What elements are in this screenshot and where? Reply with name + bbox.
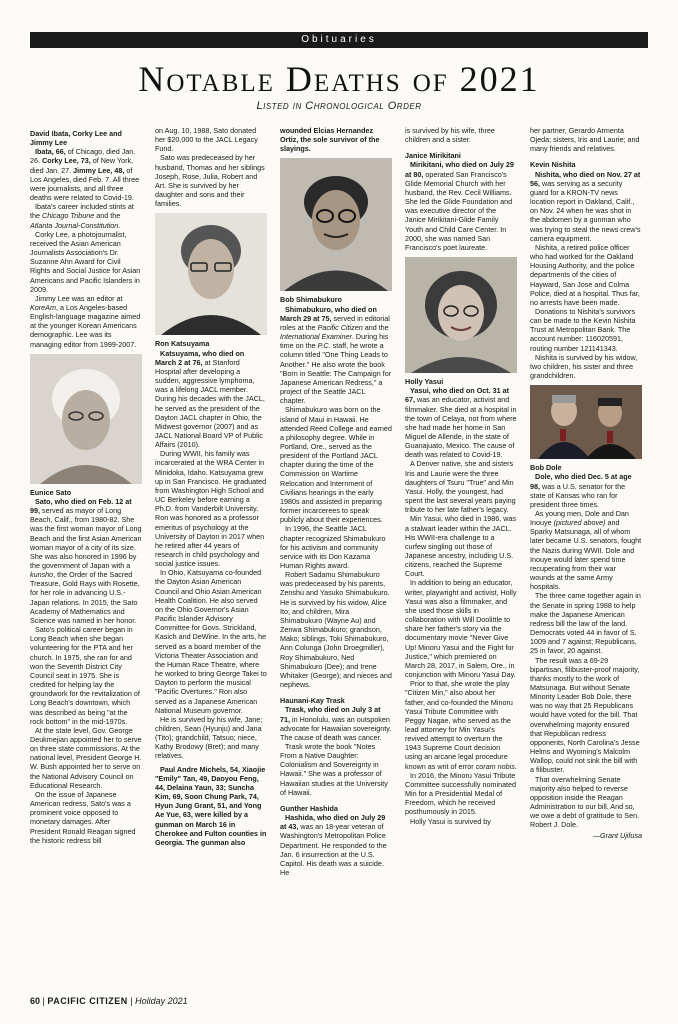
entry-text: A Denver native, she and sisters Iris and Laurie were the three daughters of Tsuru "True" and Min Yasui. Holly, the youngest, had spent the last several years paying tribute to her late father's legacy.: [405, 459, 516, 515]
entry-text: Trask, who died on July 3 at 71, in Honolulu, was an outspoken advocate for Hawaiian sovereignty. The cause of death was cancer.: [280, 705, 392, 742]
entry-text: Holly Yasui is survived by: [410, 816, 491, 826]
entry-text: The result was a 69-29 bipartisan, filibuster-proof majority, thanks mostly to the work of Matsunaga. But without Senate Minority Leader Bob Dole, there was no way that 25 Republicans would have voted for the bill. That overwhelming majority ensured that Republican redress opponents, North Carolina's Jesse Helms and Wyoming's Malcolm Wallop, could not sink the bill with a filibuster.: [530, 655, 640, 775]
entry-text: her partner, Gerardo Armenta Ojeda; sisters, Iris and Laurie; and many friends and relatives.: [530, 126, 640, 154]
column-4: [405, 126, 517, 986]
entry-text: Trask wrote the book "Notes From a Native Daughter: Colonialism and Sovereignty in Hawaii." She was a professor of Hawaiian studies at the University of Hawaii.: [280, 741, 388, 797]
page-title: Notable Deaths of 2021: [138, 59, 540, 99]
entry-text: During WWII, his family was incarcerated at the WRA Center in Minidoka, Idaho. Katsuyama grew up in San Francisco. He graduated from Washington High School and UC Berkeley before earning a Ph.D. from Vanderbilt University. Ron was honored as a professor emeritus of psychology at the University of Dayton in 2017 when he retired after 44 years of research in child psychology and social justice issues.: [155, 449, 267, 569]
entry-name: Gunther Hashida: [280, 803, 338, 813]
entry-text: Jimmy Lee was an editor at KoreAm, a Los Angeles-based English-language magazine aimed at the younger Korean Americans demographic. Lee was its managing editor from 1999-2007.: [30, 293, 141, 349]
entry-text: At the state level, Gov. George Deukmejian appointed her to serve on three state commissions. At the national level, President George H. W. Bush appointed her to serve on the National Advisory Council on Educational Research.: [30, 725, 142, 790]
entry-text: Corky Lee, a photojournalist, received the Asian American Journalists Association's Dr. Suzanne Ahn Award for Civil Rights and Social Justice for Asian Americans and Pacific Islanders in 2009.: [30, 229, 141, 294]
entry-text: Yasui, who died on Oct. 31 at 67, was an educator, activist and filmmaker. She died at a hospital in the town of Celaya, not from where she had made her home in San Miguel de Allende, in the state of Guanajuato, Mexico. The cause of death was related to Covid-19.: [405, 386, 517, 460]
entry-text: Ibata's career included stints at the Chicago Tribune and the Atlanta Journal-Constitution.: [30, 202, 134, 230]
entry-text: In Ohio, Katsuyama co-founded the Dayton Asian American Council and Ohio Asian American Health Coalition. He also served on the Ohio Governor's Asian Pacific Islander Advisory Committee for Govs. Strickland, Kasich and DeWine. In the arts, he served as a board member of the Victoria Theater Association and the Human Race Theatre, where he worked to bring George Takei to Dayton to perform the musical "Pacific Overtures." Ron also served as a Japanese American National Museum governor.: [155, 568, 267, 715]
section-banner: Obituaries: [30, 32, 648, 48]
entry-text: In 1996, the Seattle JACL chapter recognized Shimabukuro for his activism and community service with its Don Kazama Human Rights award.: [280, 524, 386, 570]
column-2: [155, 126, 267, 986]
entry-text: is survived by his wife, three children and a sister.: [405, 126, 495, 145]
photo-dole-and-inouye: [530, 385, 642, 459]
entry-text: That overwhelming Senate majority also helped to reverse opposition inside the Reagan Administration to our bill. And so, we owe a debt of gratitude to Sen. Robert J. Dole.: [530, 774, 640, 830]
entry-text: Robert Sadamu Shimabukuro was predeceased by his parents, Zenshu and Yasuko Shimabukuro. He is survived by his widow, Alice Ito; and children, Mira Shimabukuro (Wayne Au) and Zenwa Shimabukuro; grandson, Mako; siblings, Toki Shimabukuro, Ann Colunga (John Droegmiller), Roy Shimabukuro, Ned Shimabukuro (Dee); and Irene Whitaker (George); and nieces and nephews.: [280, 570, 392, 690]
entry-text: Shimabukuro, who died on March 29 at 75, served in editorial roles at the Pacific Citizen and the International Examiner. During his time on the P.C. staff, he wrote a column titled "One Thing Leads to Another." He also wrote the book "Born in Seattle: The Campaign for Japanese American Redress," a project of the Seattle JACL chapter.: [280, 304, 392, 406]
entry-text: On the issue of Japanese American redress, Sato's was a prominent voice opposed to monetary damages. After President Ronald Reagan signed the historic redress bill: [30, 789, 136, 845]
byline: —Grant Ujifusa: [592, 831, 642, 841]
column-1: [30, 126, 142, 986]
page-footer: 60 | PACIFIC CITIZEN | Holiday 2021: [30, 996, 188, 1006]
entry-text: Min Yasui, who died in 1986, was a stalwart leader within the JACL. His WWII-era challenge to a curfew singling out those of Japanese ancestry, including U.S. citizens, reached the Supreme Court.: [405, 514, 517, 579]
entry-text: In 2016, the Minoru Yasui Tribute Committee successfully nominated Min for a Presidential Medal of Freedom, which he received posthumously in 2015.: [405, 770, 517, 817]
entry-text: Nishita, who died on Nov. 27 at 56, was serving as a security guard for a KRON-TV news location report in Oakland, Calif., on Nov. 24 when he was shot in the abdomen by a gunman who was trying to steal the news crew's camera equipment.: [530, 169, 641, 243]
publication-name: PACIFIC CITIZEN: [47, 996, 128, 1006]
issue-label: Holiday 2021: [135, 996, 188, 1006]
page-subtitle: Listed in Chronological Order: [256, 100, 422, 112]
entry-name: Ron Katsuyama: [155, 339, 210, 349]
entry-text: Prior to that, she wrote the play "Citizen Min," also about her father, and co-founded the Minoru Yasui Tribute Committee with Peggy Nagae, who served as the lead attorney for Min Yasui's revived attempt to overturn the 1943 Supreme Court decision using an arcane legal procedure known as writ of error coram nobis.: [405, 679, 517, 771]
entry-name: David Ibata, Corky Lee and Jimmy Lee: [30, 129, 122, 148]
entry-text: Dole, who died Dec. 5 at age 98, was a U.S. senator for the state of Kansas who ran for president three times.: [530, 472, 632, 509]
entry-text: Sato's political career began in Long Beach when she began volunteering for the PTA and her church. In 1975, she ran for and won the Seventh District City Council seat in 1975. She is credited for helping lay the groundwork for the revitalization of Long Beach's downtown, which was described as being "at the rock bottom" in the mid-1970s.: [30, 625, 140, 726]
entry-text: Katsuyama, who died on March 2 at 76, at Stanford Hospital after developing a sudden, aggressive lymphoma, was a lifelong JACL member. During his decades with the JACL, he served as the president of the Dayton JACL chapter in Ohio, the Midwest governor (2007) and as JACL National Board VP of Public Affairs (2010).: [155, 348, 265, 450]
portrait-photo-bob-shimabukuro: [280, 158, 392, 291]
column-3: [280, 126, 392, 986]
entry-name: Eunice Sato: [30, 487, 72, 497]
entry-text: In addition to being an educator, writer, playwright and activist, Holly Yasui was also a filmmaker, and she used those skills in collaboration with Will Doolittle to share her father's story via the documentary movie "Never Give Up! Minoru Yasui and the Fight for Justice," which premiered on March 28, 2017, in Salem, Ore., in conjunction with Minoru Yasui Day.: [405, 578, 517, 680]
entry-name: Haunani-Kay Trask: [280, 696, 345, 706]
portrait-photo-holly-yasui: [405, 257, 517, 373]
entry-text: He is survived by his wife, Jane; children, Sean (Hyunju) and Jana (Tito); grandchild, Tatsuo; niece, Kathy Brodowy (Bret); and many relatives.: [155, 714, 263, 761]
portrait-photo-ron-katsuyama: [155, 213, 267, 335]
entry-text: Shimabukuro was born on the island of Maui in Hawaii. He attended Reed College and earned a philosophy degree. While in Portland, Ore., served as the president of the Portland JACL chapter during the time of the Commission on Wartime Relocation and Internment of Civilians hearings in the early 1980s and assisted in preparing former incarcerees to speak publicly about their experiences.: [280, 405, 392, 525]
entry-name: Kevin Nishita: [530, 160, 576, 170]
entry-text: Donations to Nishita's survivors can be made to the Kevin Nishita Trust at Metropolitan Bank. The account number: 116020591, routing number 121141343.: [530, 306, 636, 353]
portrait-photo-eunice-sato: [30, 354, 142, 484]
entry-text: Sato was predeceased by her husband, Thomas and her siblings Joseph, Rose, Julia, Robert and Art. She is survived by her daughter and sons and their families.: [155, 153, 265, 209]
entry-name: Bob Shimabukuro: [280, 295, 342, 305]
entry-name: Bob Dole: [530, 463, 562, 473]
entry-text: Sato, who died on Feb. 12 at 99, served as mayor of Long Beach, Calif., from 1980-82. She was the first woman mayor of Long Beach and the first Asian American woman mayor of a city of its size. She was also honored in 1996 by the government of Japan with a kunsho, the Order of the Sacred Treasure, Gold Rays with Rosette, for her role in advancing U.S.-Japan relations. In 2015, the Sato Academy of Mathematics and Science was named in her honor.: [30, 496, 142, 625]
column-5: [530, 126, 642, 986]
entry-text: Nishita, a retired police officer who had worked for the Oakland Housing Authority, and the police departments of the cities of Hayward, San Jose and Colma Police, died at a hospital. Thus far, no arrests have been made.: [530, 242, 640, 307]
page-number: 60: [30, 996, 41, 1006]
entry-text: Ibata, 66, of Chicago, died Jan. 26. Corky Lee, 73, of New York, died Jan. 27. Jimmy Lee, 48, of Los Angeles, died Feb. 7. All three were journalists, and all three deaths were related to Covid-19.: [30, 147, 140, 203]
entry-text: As young men, Dole and Dan Inouye (pictured above) and Sparky Matsunaga, all of whom later became U.S. senators, fought the Nazis during WWII. Dole and Inouye would later spend time recuperating from their war wounds at the same Army hospitals.: [530, 509, 642, 592]
entry-name: Janice Mirikitani: [405, 151, 461, 161]
entry-text: on Aug. 10, 1988, Sato donated her $20,000 to the JACL Legacy Fund.: [155, 126, 258, 154]
entry-text: The three came together again in the Senate in spring 1988 to help make the Japanese American redress bill the law of the land. Democrats voted 44 in favor of S. 1009 and 7 against; Republicans, 25 in favor, 20 against.: [530, 591, 641, 656]
entry-text: Hashida, who died on July 29 at 43, was an 18-year veteran of Washington's Metropolitan Police Department. He responded to the Jan. 6 insurrection at the U.S. Capitol. His death was a suicide. He: [280, 813, 387, 877]
entry-text: wounded Elcias Hernandez Ortiz, the sole survivor of the slayings.: [280, 126, 380, 154]
entry-text: Paul Andre Michels, 54, Xiaojie "Emily" Tan, 49, Daoyou Feng, 44, Delaina Yaun, 33; Suncha Kim, 69, Soon Chung Park, 74, Hyun Jung Grant, 51, and Yong Ae Yue, 63, were killed by a gunman on March 16 in Cherokee and Fulton counties in Georgia. The gunman also: [155, 764, 267, 847]
entry-text: Mirikitani, who died on July 29 at 80, operated San Francisco's Glide Memorial Church with her husband, the Rev. Cecil Williams. She led the Glide Foundation and was executive director of the Janice Mirikitani-Glide Family Youth and Child Care Center. In 2000, she was named San Francisco's poet laureate.: [405, 160, 514, 252]
entry-text: Nishita is survived by his widow, two children, his sister and three grandchildren.: [530, 352, 638, 381]
entry-name: Holly Yasui: [405, 377, 444, 387]
